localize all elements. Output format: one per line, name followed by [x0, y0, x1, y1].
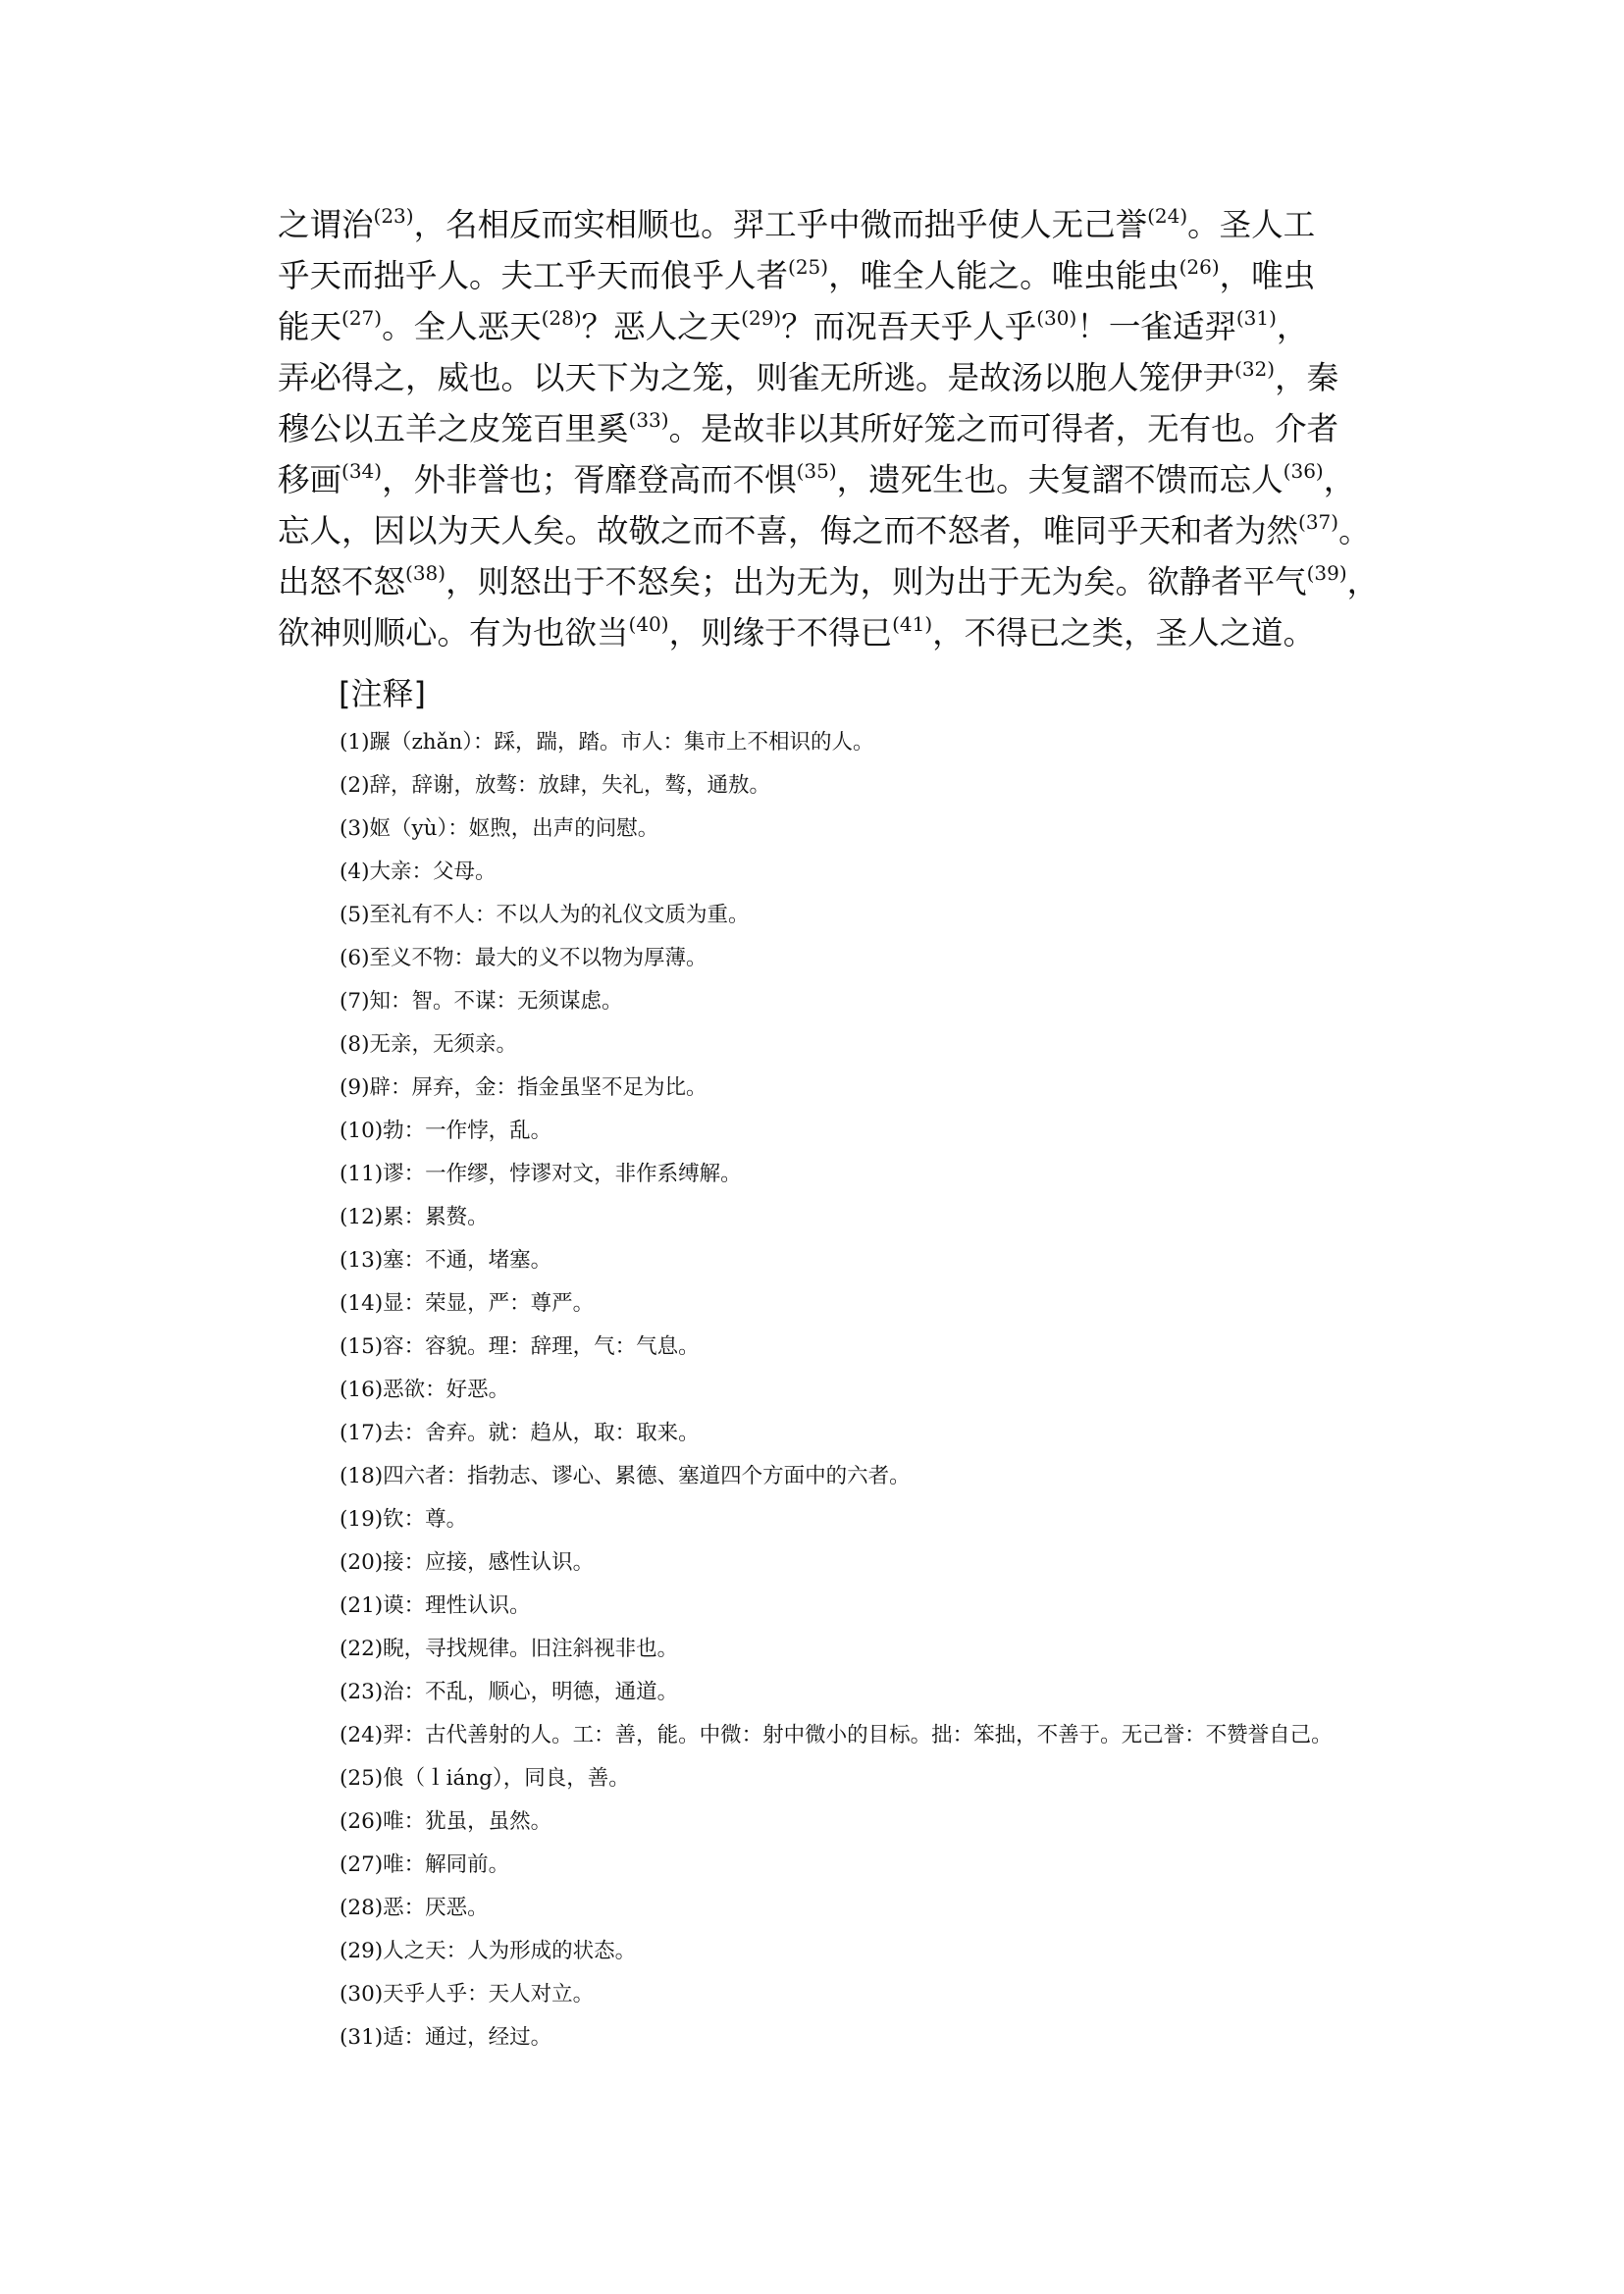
footnote-ref: (30)	[1036, 306, 1077, 330]
note-item	[278, 1844, 1367, 1887]
footnote-ref: (34)	[341, 459, 383, 483]
note-text: (3)妪（yù）：妪煦，出声的问慰。	[340, 816, 659, 841]
note-item	[278, 1714, 1367, 1757]
main-text-segment: 欲神则顺心。有为也欲当	[278, 614, 629, 652]
note-item	[278, 1541, 1367, 1585]
main-text-segment: ，外非誉也；胥靡登高而不惧	[382, 461, 797, 498]
note-item	[278, 1282, 1367, 1326]
note-text: (23)治：不乱，顺心，明德，通道。	[340, 1680, 679, 1704]
footnote-ref: (33)	[628, 408, 669, 432]
note-text: (5)至礼有不人：不以人为的礼仪文质为重。	[340, 903, 750, 927]
main-text-segment: ，则怒出于不怒矣；出为无为，则为出于无为矣。欲静者平气	[445, 563, 1307, 600]
note-item	[278, 1196, 1367, 1239]
note-text: (12)累：累赘。	[340, 1205, 489, 1229]
notes-list	[278, 721, 1367, 2059]
main-text-line	[278, 250, 1367, 301]
main-text-segment: 穆公以五羊之皮笼百里奚	[278, 410, 629, 447]
main-text-segment: ？恶人之天	[581, 308, 742, 345]
note-item	[278, 1671, 1367, 1714]
note-item	[278, 1023, 1367, 1067]
note-item	[278, 1369, 1367, 1412]
footnote-ref: (27)	[341, 306, 383, 330]
footnote-ref: (26)	[1179, 255, 1220, 279]
footnote-ref: (24)	[1147, 204, 1188, 228]
note-item	[278, 1110, 1367, 1153]
footnote-ref: (32)	[1234, 357, 1276, 381]
note-text: (21)谟：理性认识。	[340, 1593, 531, 1618]
main-text-segment: ！一雀适羿	[1076, 308, 1236, 345]
note-text: (1)蹍（zhǎn）：踩，踹，踏。市人：集市上不相识的人。	[340, 730, 874, 755]
main-text-segment: ，秦	[1275, 359, 1339, 396]
note-text: (13)塞：不通，堵塞。	[340, 1248, 552, 1273]
note-item	[278, 1498, 1367, 1541]
note-item	[278, 808, 1367, 851]
main-text-segment: ，不得已之类，圣人之道。	[932, 614, 1316, 652]
note-text: (28)恶：厌恶。	[340, 1896, 489, 1920]
note-text: (10)勃：一作悖，乱。	[340, 1119, 552, 1143]
footnote-ref: (28)	[541, 306, 582, 330]
note-item	[278, 1326, 1367, 1369]
note-text: (17)去：舍弃。就：趋从，取：取来。	[340, 1421, 700, 1445]
note-item	[278, 894, 1367, 937]
note-text: (18)四六者：指勃志、谬心、累德、塞道四个方面中的六者。	[340, 1464, 911, 1488]
footnote-ref: (36)	[1283, 459, 1324, 483]
note-item	[278, 980, 1367, 1023]
note-item	[278, 1757, 1367, 1800]
note-item	[278, 1412, 1367, 1455]
main-text-segment: ，则缘于不得已	[668, 614, 893, 652]
main-text-line	[278, 403, 1367, 454]
main-text-segment: ？而况吾天乎人乎	[781, 308, 1037, 345]
main-text-segment: ，唯虫	[1219, 257, 1316, 294]
note-text: (20)接：应接，感性认识。	[340, 1550, 595, 1575]
main-text-segment: ，	[1323, 461, 1356, 498]
main-text-segment: 。	[1338, 512, 1371, 549]
note-item	[278, 1067, 1367, 1110]
footnote-ref: (38)	[405, 561, 446, 585]
note-item	[278, 851, 1367, 894]
note-item	[278, 1887, 1367, 1930]
note-text: (24)羿：古代善射的人。工：善，能。中微：射中微小的目标。拙：笨拙，不善于。无己誉：不赞誉自己。	[340, 1723, 1333, 1747]
main-text-line	[278, 301, 1367, 352]
main-text-segment: 移画	[278, 461, 342, 498]
footnote-ref: (31)	[1235, 306, 1277, 330]
main-text-line	[278, 352, 1367, 403]
main-text-segment: ，	[1346, 563, 1380, 600]
main-text-line	[278, 556, 1380, 607]
note-text: (15)容：容貌。理：辞理，气：气息。	[340, 1334, 700, 1359]
main-text-segment: 弄必得之，威也。以天下为之笼，则雀无所逃。是故汤以胞人笼伊尹	[278, 359, 1235, 396]
main-text-segment: ，遗死生也。夫复謵不馈而忘人	[836, 461, 1283, 498]
main-text-segment: ，	[1276, 308, 1309, 345]
main-text-line	[278, 505, 1371, 556]
note-item	[278, 1153, 1367, 1196]
note-item	[278, 937, 1367, 980]
footnote-ref: (41)	[892, 612, 933, 636]
note-text: (30)天乎人乎：天人对立。	[340, 1982, 595, 2007]
note-text: (2)辞，辞谢，放骜：放肆，失礼，骜，通敖。	[340, 773, 770, 798]
note-text: (26)唯：犹虽，虽然。	[340, 1809, 552, 1834]
note-text: (4)大亲：父母。	[340, 860, 497, 884]
main-text-segment: 出怒不怒	[278, 563, 406, 600]
note-text: (22)睨，寻找规律。旧注斜视非也。	[340, 1637, 679, 1661]
footnote-ref: (40)	[628, 612, 669, 636]
note-text: (9)辟：屏弃，金：指金虽坚不足为比。	[340, 1075, 707, 1100]
main-text-segment: 乎天而拙乎人。夫工乎天而俍乎人者	[278, 257, 789, 294]
footnote-ref: (23)	[373, 204, 414, 228]
main-text-block	[278, 199, 1380, 658]
note-text: (25)俍（ｌiáng），同良，善。	[340, 1766, 630, 1791]
main-text-segment: 能天	[278, 308, 342, 345]
note-item	[278, 1239, 1367, 1282]
note-text: (16)恶欲：好恶。	[340, 1378, 510, 1402]
main-text-segment: 。圣人工	[1187, 206, 1316, 243]
footnote-ref: (39)	[1306, 561, 1347, 585]
main-text-segment: 。全人恶天	[382, 308, 542, 345]
note-text: (14)显：荣显，严：尊严。	[340, 1291, 595, 1316]
note-item	[278, 1800, 1367, 1844]
main-text-line	[278, 454, 1367, 505]
note-text: (7)知：智。不谋：无须谋虑。	[340, 989, 623, 1014]
note-text: (8)无亲，无须亲。	[340, 1032, 517, 1057]
note-text: (29)人之天：人为形成的状态。	[340, 1939, 637, 1963]
footnote-ref: (25)	[788, 255, 829, 279]
note-item	[278, 1930, 1367, 1973]
note-text: (31)适：通过，经过。	[340, 2025, 552, 2050]
notes-heading: [注释]	[339, 675, 426, 712]
main-text-segment: 之谓治	[278, 206, 374, 243]
note-text: (19)钦：尊。	[340, 1507, 468, 1532]
main-text-segment: ，唯全人能之。唯虫能虫	[828, 257, 1179, 294]
note-item	[278, 764, 1367, 808]
main-text-segment: ，名相反而实相顺也。羿工乎中微而拙乎使人无己誉	[413, 206, 1148, 243]
footnote-ref: (29)	[741, 306, 782, 330]
note-item	[278, 1973, 1367, 2016]
note-item	[278, 721, 1367, 764]
main-text-segment: 忘人，因以为天人矣。故敬之而不喜，侮之而不怒者，唯同乎天和者为然	[278, 512, 1299, 549]
footnote-ref: (37)	[1298, 510, 1339, 534]
main-text-line	[278, 199, 1367, 250]
note-text: (27)唯：解同前。	[340, 1852, 510, 1877]
main-text-segment: 。是故非以其所好笼之而可得者，无有也。介者	[668, 410, 1339, 447]
note-text: (6)至义不物：最大的义不以物为厚薄。	[340, 946, 707, 970]
note-item	[278, 1585, 1367, 1628]
note-item	[278, 1455, 1367, 1498]
footnote-ref: (35)	[796, 459, 837, 483]
note-item	[278, 1628, 1367, 1671]
note-text: (11)谬：一作缪，悖谬对文，非作系缚解。	[340, 1162, 742, 1186]
note-item	[278, 2016, 1367, 2059]
main-text-line	[278, 607, 1367, 658]
